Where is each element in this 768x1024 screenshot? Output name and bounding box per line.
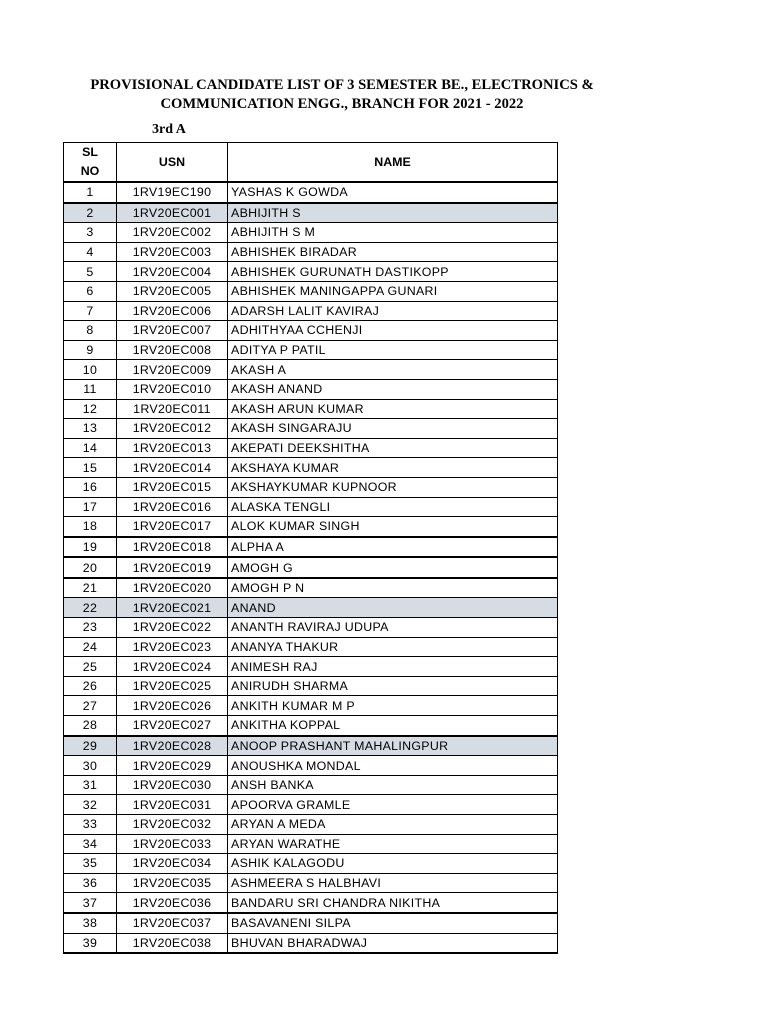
- table-row: [64, 379, 558, 399]
- cell-sl-no: 17: [64, 497, 117, 517]
- cell-name: AKSHAYKUMAR KUPNOOR: [228, 477, 558, 497]
- cell-sl-no: 1: [64, 182, 117, 203]
- cell-usn: 1RV20EC036: [117, 893, 228, 913]
- table-row: [64, 815, 558, 835]
- table-row: [64, 281, 558, 301]
- table-row: [64, 834, 558, 854]
- cell-usn: 1RV20EC032: [117, 815, 228, 835]
- table-row: [64, 301, 558, 321]
- cell-usn: 1RV20EC003: [117, 242, 228, 262]
- cell-sl-no: 19: [64, 537, 117, 558]
- cell-sl-no: 20: [64, 557, 117, 578]
- cell-sl-no: 15: [64, 458, 117, 478]
- cell-sl-no: 26: [64, 676, 117, 696]
- cell-name: ANIMESH RAJ: [228, 657, 558, 677]
- cell-name: ABHISHEK GURUNATH DASTIKOPP: [228, 262, 558, 282]
- cell-name: BHUVAN BHARADWAJ: [228, 933, 558, 953]
- cell-name: ANANYA THAKUR: [228, 637, 558, 657]
- cell-usn: 1RV20EC033: [117, 834, 228, 854]
- cell-name: AMOGH P N: [228, 578, 558, 598]
- cell-usn: 1RV20EC010: [117, 379, 228, 399]
- cell-sl-no: 37: [64, 893, 117, 913]
- cell-sl-no: 12: [64, 399, 117, 419]
- cell-sl-no: 5: [64, 262, 117, 282]
- cell-name: AKASH ARUN KUMAR: [228, 399, 558, 419]
- cell-usn: 1RV20EC018: [117, 537, 228, 558]
- cell-name: BASAVANENI SILPA: [228, 913, 558, 933]
- cell-usn: 1RV20EC024: [117, 657, 228, 677]
- title-line-2: COMMUNICATION ENGG., BRANCH FOR 2021 - 2022: [160, 96, 524, 112]
- cell-sl-no: 8: [64, 321, 117, 341]
- cell-sl-no: 29: [64, 736, 117, 756]
- cell-usn: 1RV20EC021: [117, 598, 228, 618]
- header-sl-line1: SL: [82, 145, 98, 159]
- cell-usn: 1RV20EC029: [117, 756, 228, 776]
- cell-sl-no: 9: [64, 340, 117, 360]
- cell-sl-no: 23: [64, 618, 117, 638]
- table-row: [64, 497, 558, 517]
- table-row: [64, 360, 558, 380]
- cell-usn: 1RV20EC027: [117, 716, 228, 736]
- cell-sl-no: 6: [64, 281, 117, 301]
- cell-name: ABHISHEK MANINGAPPA GUNARI: [228, 281, 558, 301]
- cell-usn: 1RV20EC013: [117, 438, 228, 458]
- cell-name: ANKITHA KOPPAL: [228, 716, 558, 736]
- cell-name: ADITYA P PATIL: [228, 340, 558, 360]
- cell-sl-no: 24: [64, 637, 117, 657]
- cell-sl-no: 14: [64, 438, 117, 458]
- cell-name: YASHAS K GOWDA: [228, 182, 558, 203]
- cell-usn: 1RV20EC023: [117, 637, 228, 657]
- table-row: [64, 438, 558, 458]
- cell-usn: 1RV20EC005: [117, 281, 228, 301]
- cell-name: ABHIJITH S: [228, 203, 558, 223]
- table-row: [64, 676, 558, 696]
- table-row: [64, 477, 558, 497]
- cell-sl-no: 13: [64, 419, 117, 439]
- cell-usn: 1RV20EC011: [117, 399, 228, 419]
- table-row: [64, 657, 558, 677]
- cell-name: ANIRUDH SHARMA: [228, 676, 558, 696]
- header-sl-no: [64, 143, 117, 183]
- table-row: [64, 618, 558, 638]
- cell-usn: 1RV20EC016: [117, 497, 228, 517]
- cell-name: APOORVA GRAMLE: [228, 795, 558, 815]
- document-title: [40, 76, 644, 114]
- table-row: [64, 736, 558, 756]
- cell-name: AKEPATI DEEKSHITHA: [228, 438, 558, 458]
- cell-sl-no: 30: [64, 756, 117, 776]
- cell-usn: 1RV20EC037: [117, 913, 228, 933]
- cell-name: AKASH SINGARAJU: [228, 419, 558, 439]
- table-row: [64, 637, 558, 657]
- title-line-1: PROVISIONAL CANDIDATE LIST OF 3 SEMESTER BE., ELECTRONICS &: [90, 77, 594, 93]
- cell-sl-no: 31: [64, 775, 117, 795]
- table-row: [64, 321, 558, 341]
- table-row: [64, 203, 558, 223]
- table-row: [64, 598, 558, 618]
- table-row: [64, 854, 558, 874]
- table-row: [64, 557, 558, 578]
- cell-sl-no: 32: [64, 795, 117, 815]
- cell-sl-no: 10: [64, 360, 117, 380]
- cell-usn: 1RV20EC007: [117, 321, 228, 341]
- table-row: [64, 775, 558, 795]
- table-row: [64, 458, 558, 478]
- table-row: [64, 182, 558, 203]
- table-row: [64, 873, 558, 893]
- cell-usn: 1RV20EC038: [117, 933, 228, 953]
- cell-name: ANANTH RAVIRAJ UDUPA: [228, 618, 558, 638]
- header-sl-line2: NO: [80, 164, 100, 178]
- cell-usn: 1RV20EC015: [117, 477, 228, 497]
- cell-usn: 1RV20EC012: [117, 419, 228, 439]
- cell-name: AKASH ANAND: [228, 379, 558, 399]
- table-row: [64, 696, 558, 716]
- cell-sl-no: 7: [64, 301, 117, 321]
- header-row: [64, 143, 558, 183]
- cell-usn: 1RV20EC002: [117, 223, 228, 243]
- cell-usn: 1RV20EC008: [117, 340, 228, 360]
- cell-usn: 1RV20EC004: [117, 262, 228, 282]
- cell-name: ANAND: [228, 598, 558, 618]
- cell-usn: 1RV20EC020: [117, 578, 228, 598]
- cell-sl-no: 11: [64, 379, 117, 399]
- cell-sl-no: 2: [64, 203, 117, 223]
- cell-name: ASHMEERA S HALBHAVI: [228, 873, 558, 893]
- header-usn: USN: [117, 143, 228, 183]
- cell-sl-no: 25: [64, 657, 117, 677]
- cell-name: ALPHA A: [228, 537, 558, 558]
- cell-usn: 1RV20EC019: [117, 557, 228, 578]
- cell-usn: 1RV20EC017: [117, 517, 228, 537]
- table-row: [64, 419, 558, 439]
- cell-name: ASHIK KALAGODU: [228, 854, 558, 874]
- cell-usn: 1RV20EC006: [117, 301, 228, 321]
- table-body: [64, 182, 558, 953]
- table-row: [64, 340, 558, 360]
- table-row: [64, 933, 558, 953]
- cell-usn: 1RV20EC030: [117, 775, 228, 795]
- cell-sl-no: 21: [64, 578, 117, 598]
- cell-usn: 1RV20EC001: [117, 203, 228, 223]
- table-row: [64, 893, 558, 913]
- header-name: NAME: [228, 143, 558, 183]
- cell-sl-no: 38: [64, 913, 117, 933]
- table-row: [64, 716, 558, 736]
- cell-sl-no: 39: [64, 933, 117, 953]
- cell-sl-no: 28: [64, 716, 117, 736]
- cell-usn: 1RV19EC190: [117, 182, 228, 203]
- table-row: [64, 223, 558, 243]
- table-row: [64, 399, 558, 419]
- cell-name: ANSH BANKA: [228, 775, 558, 795]
- candidate-table: [63, 142, 558, 954]
- cell-sl-no: 33: [64, 815, 117, 835]
- cell-sl-no: 18: [64, 517, 117, 537]
- cell-usn: 1RV20EC025: [117, 676, 228, 696]
- cell-sl-no: 27: [64, 696, 117, 716]
- table-row: [64, 756, 558, 776]
- cell-sl-no: 16: [64, 477, 117, 497]
- cell-name: ADHITHYAA CCHENJI: [228, 321, 558, 341]
- cell-name: AKSHAYA KUMAR: [228, 458, 558, 478]
- cell-name: ANOOP PRASHANT MAHALINGPUR: [228, 736, 558, 756]
- cell-name: ABHIJITH S M: [228, 223, 558, 243]
- cell-usn: 1RV20EC034: [117, 854, 228, 874]
- cell-usn: 1RV20EC014: [117, 458, 228, 478]
- cell-name: ABHISHEK BIRADAR: [228, 242, 558, 262]
- cell-usn: 1RV20EC035: [117, 873, 228, 893]
- cell-name: ALASKA TENGLI: [228, 497, 558, 517]
- cell-name: AKASH A: [228, 360, 558, 380]
- cell-name: ANOUSHKA MONDAL: [228, 756, 558, 776]
- table-header: [64, 143, 558, 183]
- cell-usn: 1RV20EC009: [117, 360, 228, 380]
- cell-name: ARYAN WARATHE: [228, 834, 558, 854]
- table-row: [64, 517, 558, 537]
- cell-sl-no: 36: [64, 873, 117, 893]
- table-row: [64, 537, 558, 558]
- cell-name: AMOGH G: [228, 557, 558, 578]
- cell-sl-no: 34: [64, 834, 117, 854]
- cell-sl-no: 35: [64, 854, 117, 874]
- cell-name: ANKITH KUMAR M P: [228, 696, 558, 716]
- cell-sl-no: 4: [64, 242, 117, 262]
- table-row: [64, 578, 558, 598]
- table-row: [64, 913, 558, 933]
- table-row: [64, 242, 558, 262]
- cell-name: ALOK KUMAR SINGH: [228, 517, 558, 537]
- cell-sl-no: 22: [64, 598, 117, 618]
- section-label: 3rd A: [152, 122, 186, 137]
- cell-usn: 1RV20EC022: [117, 618, 228, 638]
- table-row: [64, 795, 558, 815]
- cell-sl-no: 3: [64, 223, 117, 243]
- cell-name: ADARSH LALIT KAVIRAJ: [228, 301, 558, 321]
- cell-name: BANDARU SRI CHANDRA NIKITHA: [228, 893, 558, 913]
- cell-usn: 1RV20EC026: [117, 696, 228, 716]
- cell-usn: 1RV20EC028: [117, 736, 228, 756]
- cell-name: ARYAN A MEDA: [228, 815, 558, 835]
- cell-usn: 1RV20EC031: [117, 795, 228, 815]
- table-row: [64, 262, 558, 282]
